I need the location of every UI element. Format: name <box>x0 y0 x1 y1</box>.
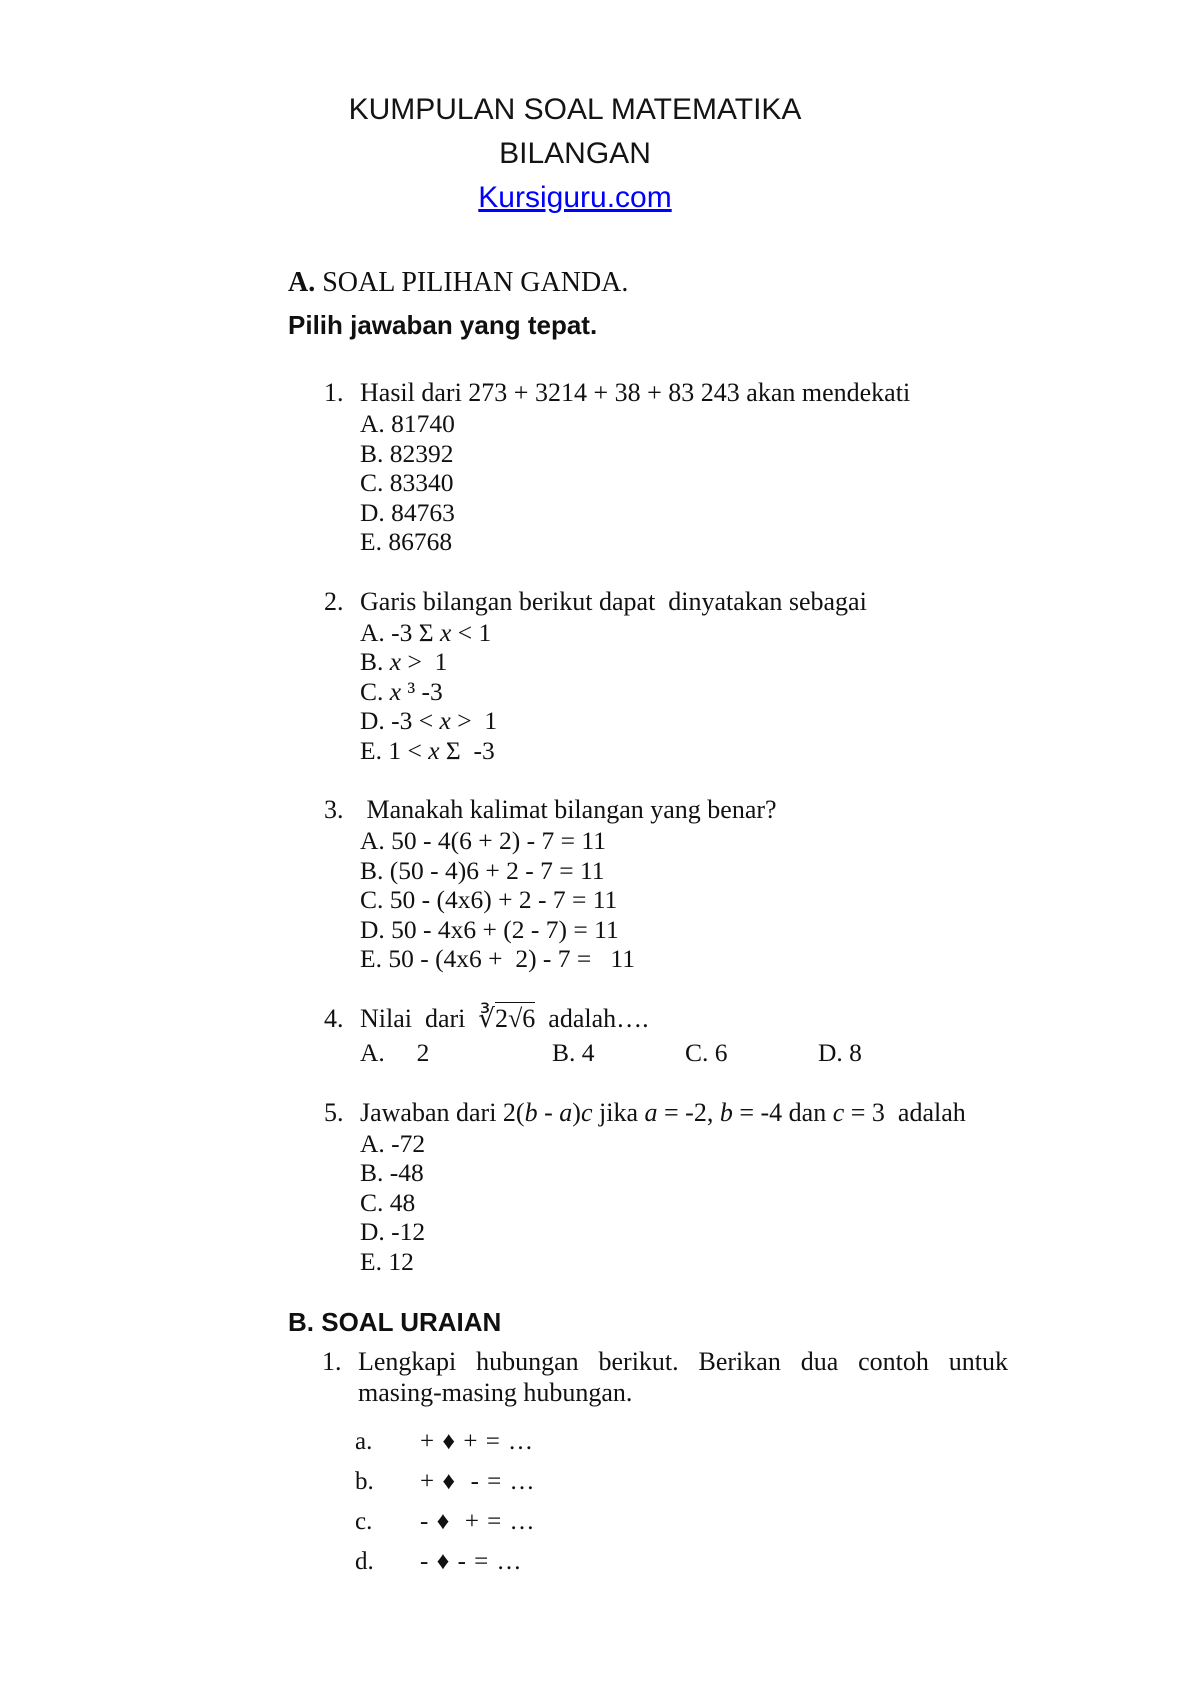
item-label: b. <box>355 1468 374 1495</box>
kursiguru-link[interactable]: Kursiguru.com <box>478 181 672 214</box>
question-text: Jawaban dari 2(b - a)c jika a = -2, b = -4 dan c = 3 adalah <box>360 1097 966 1127</box>
option-b: B. 82392 <box>360 438 454 468</box>
option-d: D. 50 - 4x6 + (2 - 7) = 11 <box>360 914 619 944</box>
doc-title-line2: BILANGAN <box>499 137 651 170</box>
section-a-label: A. <box>288 267 316 298</box>
option-b: B. 4 <box>552 1037 595 1067</box>
option-a: A. 2 <box>360 1037 430 1067</box>
question-number: 5. <box>324 1097 344 1127</box>
answer-options-row <box>360 1037 1140 1068</box>
item-expression: + ♦ - = … <box>420 1468 536 1495</box>
question-number: 3. <box>324 795 344 824</box>
question-number: 2. <box>324 586 344 616</box>
question-2 <box>288 586 1140 766</box>
option-e: E. 12 <box>360 1246 414 1276</box>
question-number: 4. <box>324 1003 344 1033</box>
relation-item-b <box>355 1462 1140 1502</box>
option-d: D. 8 <box>818 1037 862 1067</box>
question-5 <box>288 1097 1140 1277</box>
question-text: Nilai dari ∛2√6 adalah…. <box>360 1003 649 1033</box>
question-number: 1. <box>322 1347 342 1376</box>
item-label: d. <box>355 1548 374 1575</box>
option-b: B. x > 1 <box>360 647 448 676</box>
relation-items <box>355 1422 1140 1582</box>
option-a: A. -3 Σ x < 1 <box>360 617 492 647</box>
option-d: D. 84763 <box>360 497 455 527</box>
option-a: A. 50 - 4(6 + 2) - 7 = 11 <box>360 826 606 855</box>
answer-options <box>360 826 1140 974</box>
option-e: E. 50 - (4x6 + 2) - 7 = 11 <box>360 944 635 973</box>
item-expression: - ♦ + = … <box>420 1508 536 1535</box>
option-c: C. 50 - (4x6) + 2 - 7 = 11 <box>360 885 618 914</box>
item-expression: + ♦ + = … <box>420 1428 535 1455</box>
question-text: Lengkapi hubungan berikut. Berikan dua contoh untuk masing-masing hubungan. <box>358 1347 1015 1407</box>
option-c: C. x ³ -3 <box>360 676 443 706</box>
doc-title-line1: KUMPULAN SOAL MATEMATIKA <box>348 93 802 126</box>
relation-item-a <box>355 1422 1140 1462</box>
option-d: D. -12 <box>360 1217 426 1246</box>
section-soal-uraian <box>288 1306 1140 1582</box>
item-label: a. <box>355 1428 373 1455</box>
relation-item-c <box>355 1502 1140 1542</box>
section-a-heading <box>288 266 1140 300</box>
option-d: D. -3 < x > 1 <box>360 706 498 735</box>
uraian-question-1 <box>288 1346 1140 1582</box>
option-e: E. 86768 <box>360 527 453 556</box>
option-a: A. -72 <box>360 1128 426 1158</box>
question-text: Manakah kalimat bilangan yang benar? <box>360 795 777 824</box>
section-b-heading: B. SOAL URAIAN <box>288 1307 502 1337</box>
answer-options <box>360 1129 1140 1277</box>
option-c: C. 48 <box>360 1187 416 1217</box>
question-text: Garis bilangan berikut dapat dinyatakan sebagai <box>360 586 867 616</box>
question-4 <box>288 1003 1140 1068</box>
question-1 <box>288 377 1140 557</box>
option-c: C. 6 <box>685 1037 728 1067</box>
question-text: Hasil dari 273 + 3214 + 38 + 83 243 akan mendekati <box>360 378 911 407</box>
relation-item-d <box>355 1542 1140 1582</box>
answer-options <box>360 409 1140 557</box>
section-pilihan-ganda <box>288 266 1140 1276</box>
section-a-instruction: Pilih jawaban yang tepat. <box>288 310 598 340</box>
item-expression: - ♦ - = … <box>420 1548 523 1575</box>
option-e: E. 1 < x Σ -3 <box>360 735 495 765</box>
question-3 <box>288 794 1140 974</box>
section-a-heading-text: SOAL PILIHAN GANDA. <box>315 267 629 298</box>
option-b: B. -48 <box>360 1158 424 1187</box>
option-b: B. (50 - 4)6 + 2 - 7 = 11 <box>360 855 605 885</box>
answer-options <box>360 618 1140 766</box>
option-c: C. 83340 <box>360 468 454 497</box>
question-number: 1. <box>324 378 344 407</box>
document-header <box>0 0 1150 220</box>
item-label: c. <box>355 1508 373 1535</box>
option-a: A. 81740 <box>360 409 455 438</box>
